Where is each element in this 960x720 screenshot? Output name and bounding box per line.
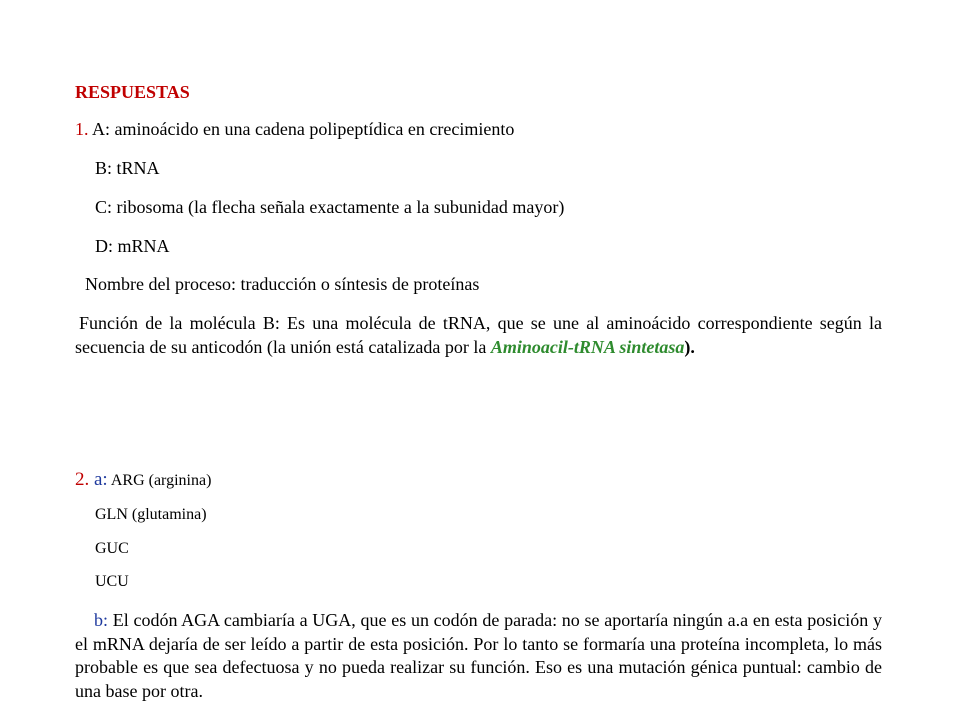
- q2-part-b-paragraph: [75, 609, 882, 703]
- q1-number: 1.: [75, 119, 89, 139]
- q2-part-b-text: El codón AGA cambiaría a UGA, que es un codón de parada: no se aportaría ningún a.a en esta posición y el mRNA dejaría de ser leído a partir de esta posición. Por lo tanto se formaría una proteína incompleta, lo más probable es que sea defectuosa y no pueda realizar su función. Eso es una mutación génica puntual: cambio de una base por otra.: [75, 610, 882, 701]
- q1-function-end: ).: [684, 336, 695, 357]
- q1-function-text: Función de la molécula B: Es una molécula de tRNA, que se une al aminoácido correspondiente según la secuencia de su anticodón (la unión está catalizada por la: [75, 313, 882, 357]
- q1-process: Nombre del proceso: traducción o síntesis de proteínas: [85, 274, 480, 294]
- q2-part-a-2: GLN (glutamina): [95, 506, 207, 523]
- q1-line-b: B: tRNA: [95, 158, 160, 178]
- q2-number: 2.: [75, 469, 90, 490]
- q1-line-a-text: A: aminoácido en una cadena polipeptídica en crecimiento: [88, 119, 515, 139]
- q2-part-a-3: GUC: [95, 540, 129, 557]
- q2-part-a-label: a:: [89, 469, 108, 490]
- q2-part-a-line-1: [75, 469, 211, 492]
- q1-line-a: [75, 118, 514, 140]
- q1-line-d: D: mRNA: [95, 236, 170, 256]
- q1-line-c: C: ribosoma (la flecha señala exactamente a la subunidad mayor): [95, 197, 565, 217]
- q2-part-a-4: UCU: [95, 573, 129, 590]
- q1-function-paragraph: [75, 312, 882, 359]
- heading: RESPUESTAS: [75, 82, 190, 102]
- q2-part-b-label: b:: [94, 610, 109, 630]
- q1-enzyme: Aminoacil-tRNA sintetasa: [490, 336, 685, 357]
- q2-part-a-1: ARG (arginina): [107, 472, 212, 489]
